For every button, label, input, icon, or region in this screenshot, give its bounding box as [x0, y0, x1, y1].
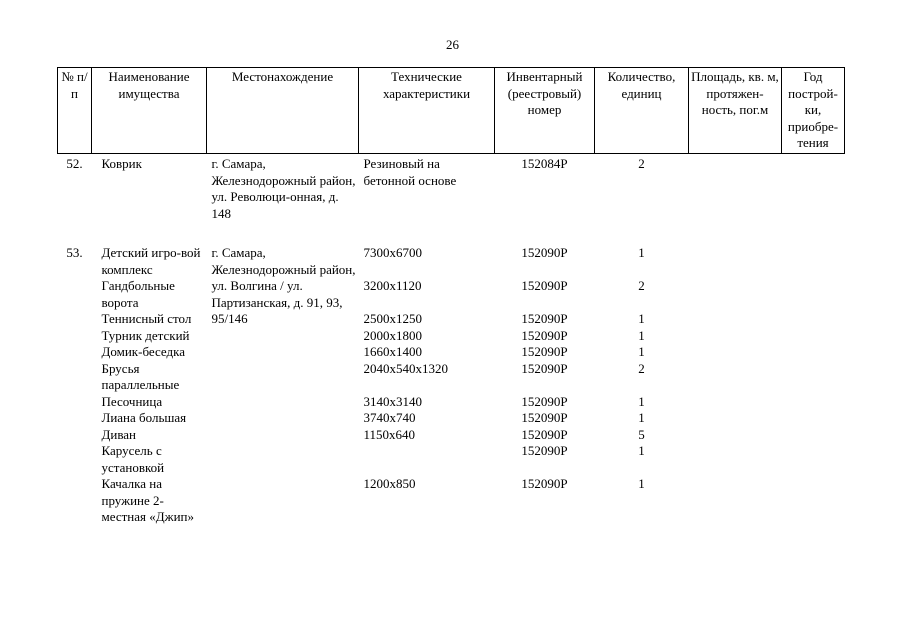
cell-area: [689, 443, 782, 476]
cell-inventory: 152090Р: [521, 360, 568, 376]
cell-area: [689, 344, 782, 361]
cell-specs: 3200х1120: [363, 278, 422, 293]
table-body: [58, 154, 845, 526]
cell-location: [207, 394, 359, 411]
cell-specs: Резиновый на бетонной основе: [363, 156, 457, 188]
cell-no: [58, 394, 92, 411]
table-row: [58, 311, 845, 328]
cell-name: Коврик: [101, 156, 142, 171]
table-row: [58, 427, 845, 444]
cell-year: [782, 410, 845, 427]
cell-no: [58, 344, 92, 361]
cell-location: г. Самара, Железнодорожный район, ул. Революци-онная, д. 148: [211, 156, 356, 221]
cell-quantity: 2: [638, 360, 645, 376]
cell-area: [689, 154, 782, 223]
cell-name: Диван: [101, 426, 137, 442]
cell-area: [689, 476, 782, 526]
table-row: [58, 394, 845, 411]
header-quantity: Количество, единиц: [595, 68, 689, 154]
cell-location: [207, 344, 359, 361]
cell-quantity: 1: [638, 443, 645, 458]
table-header-row: [58, 68, 845, 154]
cell-specs: 3740х740: [363, 410, 416, 425]
table-row: [58, 344, 845, 361]
cell-inventory: 152090Р: [521, 245, 568, 260]
cell-name: Качалка на пружине 2-местная «Джип»: [101, 476, 194, 524]
header-specs: Технические характеристики: [359, 68, 495, 154]
table-row: [58, 476, 845, 526]
cell-quantity: 1: [638, 476, 645, 491]
cell-name: Детский игро-вой комплекс: [101, 245, 201, 277]
cell-name: Брусья параллельные: [101, 360, 180, 392]
cell-inventory: 152090Р: [521, 476, 568, 491]
cell-no: 53.: [66, 245, 83, 260]
cell-year: [782, 443, 845, 476]
cell-no: [58, 410, 92, 427]
header-inventory: Инвентарный (реестровый) номер: [495, 68, 595, 154]
cell-year: [782, 278, 845, 311]
cell-quantity: 1: [638, 245, 645, 260]
cell-quantity: 1: [638, 311, 645, 326]
cell-name: Гандбольные ворота: [101, 278, 175, 310]
header-year: Год построй-ки, приобре-тения: [782, 68, 845, 154]
cell-location: [207, 361, 359, 394]
cell-area: [689, 427, 782, 444]
cell-area: [689, 328, 782, 345]
cell-inventory: 152090Р: [521, 410, 568, 425]
cell-year: [782, 222, 845, 278]
cell-name: Домик-беседка: [101, 344, 186, 359]
table-row: [58, 328, 845, 345]
cell-specs: 1150х640: [363, 426, 416, 442]
cell-year: [782, 311, 845, 328]
cell-location: г. Самара, Железнодорожный район, ул. Волгина / ул. Партизанская, д. 91, 93, 95/146: [211, 245, 356, 326]
cell-area: [689, 278, 782, 311]
header-no: № п/п: [58, 68, 92, 154]
cell-specs: 3140х3140: [363, 393, 422, 409]
cell-no: [58, 427, 92, 444]
cell-quantity: 5: [638, 426, 645, 442]
cell-no: [58, 476, 92, 526]
cell-no: 52.: [66, 156, 83, 171]
cell-year: [782, 427, 845, 444]
table-row: [58, 410, 845, 427]
cell-inventory: 152090Р: [521, 443, 568, 458]
cell-specs: 1200х850: [363, 476, 416, 491]
cell-quantity: 1: [638, 344, 645, 359]
cell-year: [782, 328, 845, 345]
cell-year: [782, 394, 845, 411]
cell-quantity: 1: [638, 327, 645, 343]
cell-specs: [359, 443, 495, 476]
cell-name: Карусель с установкой: [101, 443, 165, 475]
cell-location: [207, 476, 359, 526]
cell-no: [58, 311, 92, 328]
cell-specs: 1660х1400: [363, 344, 422, 359]
property-table: [57, 67, 845, 526]
table-row: [58, 443, 845, 476]
cell-inventory: 152090Р: [521, 426, 568, 442]
header-area: Площадь, кв. м, протяжен-ность, пог.м: [689, 68, 782, 154]
cell-name: Теннисный стол: [101, 311, 192, 326]
cell-specs: 2500х1250: [363, 311, 422, 326]
table-row: [58, 278, 845, 311]
header-name: Наименование имущества: [92, 68, 207, 154]
cell-location: [207, 410, 359, 427]
cell-year: [782, 361, 845, 394]
cell-name: Турник детский: [101, 327, 190, 343]
cell-location: [207, 443, 359, 476]
header-location: Местонахождение: [207, 68, 359, 154]
table-row: [58, 222, 845, 278]
table-row: [58, 154, 845, 223]
cell-name: Песочница: [101, 393, 163, 409]
cell-no: [58, 328, 92, 345]
cell-area: [689, 311, 782, 328]
cell-no: [58, 361, 92, 394]
cell-inventory: 152090Р: [521, 311, 568, 326]
page-number: 26: [446, 37, 459, 52]
cell-area: [689, 361, 782, 394]
cell-area: [689, 410, 782, 427]
cell-quantity: 2: [638, 278, 645, 293]
cell-quantity: 1: [638, 393, 645, 409]
cell-location: [207, 427, 359, 444]
cell-specs: 2040х540х1320: [363, 360, 448, 376]
cell-year: [782, 344, 845, 361]
cell-inventory: 152090Р: [521, 344, 568, 359]
cell-quantity: 1: [638, 410, 645, 425]
cell-specs: 7300х6700: [363, 245, 422, 260]
cell-specs: 2000х1800: [363, 327, 422, 343]
cell-inventory: 152090Р: [521, 278, 568, 293]
cell-no: [58, 278, 92, 311]
cell-year: [782, 154, 845, 223]
cell-quantity: 2: [638, 156, 645, 171]
cell-year: [782, 476, 845, 526]
cell-name: Лиана большая: [101, 410, 187, 425]
table-row: [58, 361, 845, 394]
cell-inventory: 152090Р: [521, 393, 568, 409]
cell-inventory: 152084Р: [521, 156, 568, 171]
cell-inventory: 152090Р: [521, 327, 568, 343]
cell-area: [689, 394, 782, 411]
cell-area: [689, 222, 782, 278]
cell-no: [58, 443, 92, 476]
